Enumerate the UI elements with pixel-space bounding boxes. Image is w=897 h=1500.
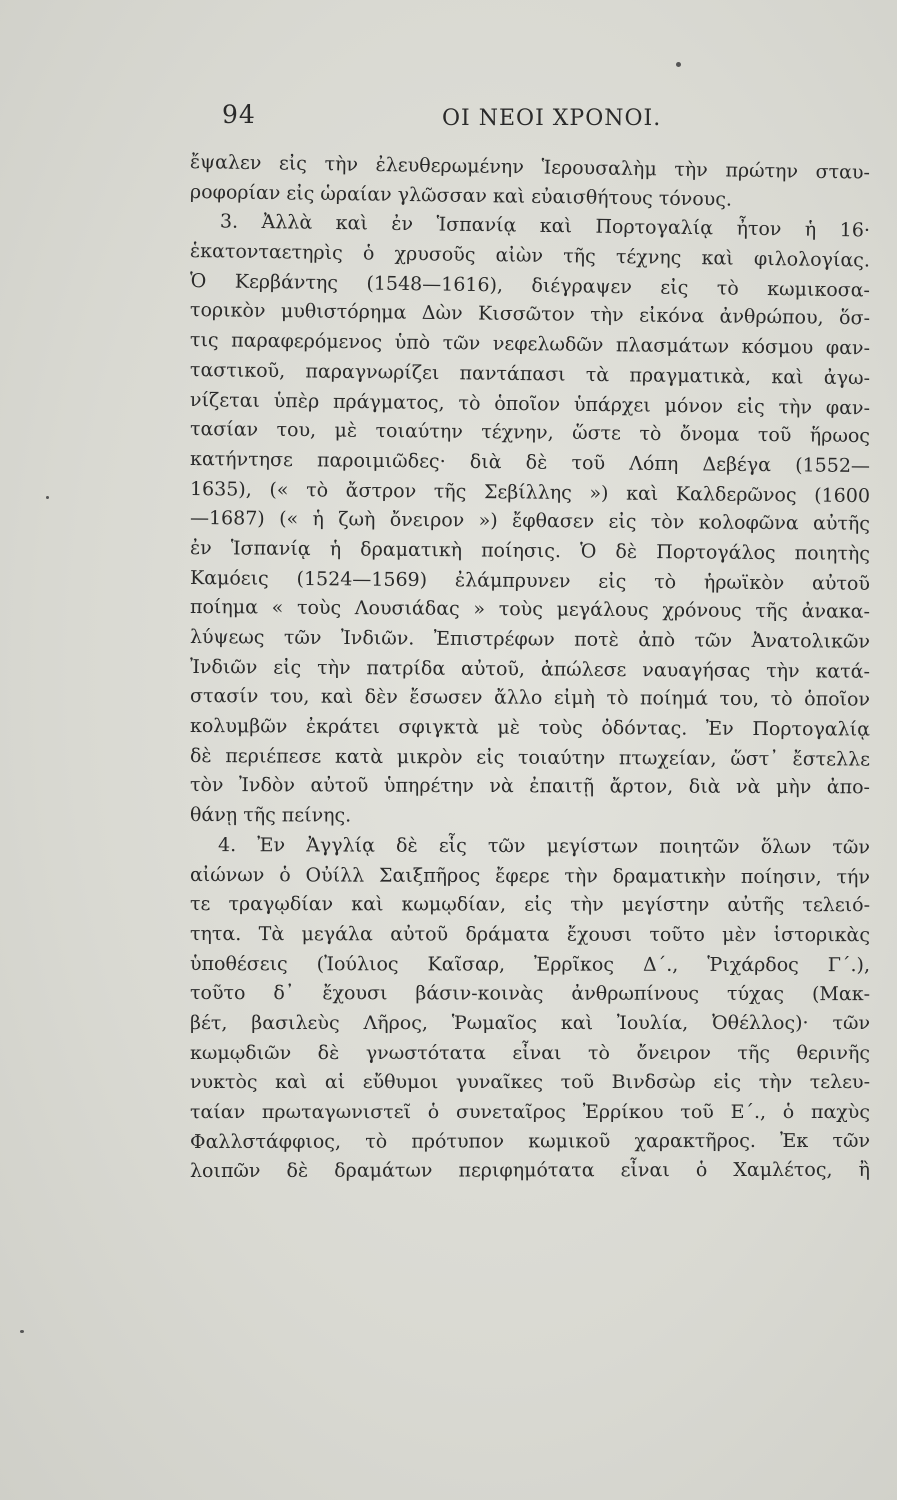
- ink-speck: [676, 62, 681, 67]
- text-line: —1687) (« ἡ ζωὴ ὄνειρον ») ἔφθασεν εἰς τὸν κολοφῶνα αὐτῆς: [189, 507, 871, 536]
- text-line: θάνῃ τῆς πείνης.: [189, 804, 352, 827]
- text-line: ταίαν πρωταγωνιστεῖ ὁ συνεταῖρος Ἐρρίκου τοῦ Ε΄., ὁ παχὺς: [190, 1101, 870, 1123]
- text-line: τὸν Ἰνδὸν αὐτοῦ ὑπηρέτην νὰ ἐπαιτῇ ἄρτον, διὰ νὰ μὴν ἀπο-: [189, 774, 871, 799]
- text-line: κατήντησε παροιμιῶδες· διὰ δὲ τοῦ Λόπη Δεβέγα (1552—: [189, 447, 871, 477]
- page-number: 94: [222, 100, 256, 129]
- text-line: ἐν Ἱσπανίᾳ ἡ δραματικὴ ποίησις. Ὁ δὲ Πορτογάλος ποιητὴς: [189, 536, 871, 565]
- text-line: ταστικοῦ, παραγνωρίζει παντάπασι τὰ πραγματικὰ, καὶ ἀγω-: [189, 358, 871, 390]
- text-line: νυκτὸς καὶ αἱ εὔθυμοι γυναῖκες τοῦ Βινδσὼρ εἰς τὴν τελευ-: [190, 1071, 870, 1094]
- text-line: βέτ, βασιλεὺς Λῆρος, Ῥωμαῖος καὶ Ἰουλία, Ὀθέλλος)· τῶν: [190, 1011, 870, 1034]
- text-line: 3. Ἀλλὰ καὶ ἐν Ἱσπανίᾳ καὶ Πορτογαλίᾳ ἦτον ἡ 16·: [219, 210, 871, 242]
- text-line: Καμόεις (1524—1569) ἐλάμπρυνεν εἰς τὸ ἡρωϊκὸν αὐτοῦ: [189, 566, 871, 595]
- text-line: Ἰνδιῶν εἰς τὴν πατρίδα αὐτοῦ, ἀπώλεσε ναυαγήσας τὴν κατά-: [189, 655, 871, 683]
- text-line: τοῦτο δ᾽ ἔχουσι βάσιν-κοινὰς ἀνθρωπίνους τύχας (Μακ-: [189, 982, 871, 1006]
- text-line: τις παραφερόμενος ὑπὸ τῶν νεφελωδῶν πλασμάτων κόσμου φαν-: [189, 329, 871, 360]
- ink-speck: [20, 1330, 24, 1333]
- text-line: Ὁ Κερβάντης (1548—1616), διέγραψεν εἰς τὸ κωμικοσα-: [189, 269, 871, 302]
- text-line: νίζεται ὑπὲρ πράγματος, τὸ ὁποῖον ὑπάρχει μόνον εἰς τὴν φαν-: [189, 388, 871, 419]
- text-line: ροφορίαν εἰς ὡραίαν γλῶσσαν καὶ εὐαισθήτους τόνους.: [189, 180, 733, 211]
- text-line: δὲ περιέπεσε κατὰ μικρὸν εἰς τοιαύτην πτωχείαν, ὥστ᾽ ἔστελλε: [189, 744, 871, 771]
- text-line: τητα. Τὰ μεγάλα αὐτοῦ δράματα ἔχουσι τοῦτο μὲν ἱστορικὰς: [189, 922, 871, 947]
- text-line: αἰώνων ὁ Οὐίλλ Σαιξπῆρος ἔφερε τὴν δραματικὴν ποίησιν, τήν: [189, 863, 871, 888]
- body-text: [190, 148, 870, 1187]
- text-line: κολυμβῶν ἐκράτει σφιγκτὰ μὲ τοὺς ὀδόντας. Ἐν Πορτογαλίᾳ: [189, 715, 871, 741]
- text-line: τασίαν του, μὲ τοιαύτην τέχνην, ὥστε τὸ ὄνομα τοῦ ἥρωος: [189, 418, 871, 448]
- running-header: [0, 100, 897, 140]
- text-line: 1635), (« τὸ ἄστρον τῆς Σεβίλλης ») καὶ Καλδερῶνος (1600: [189, 477, 871, 507]
- text-line: λύψεως τῶν Ἰνδιῶν. Ἐπιστρέφων ποτὲ ἀπὸ τῶν Ἀνατολικῶν: [189, 626, 871, 653]
- text-line: τε τραγῳδίαν καὶ κωμῳδίαν, εἰς τὴν μεγίστην αὐτῆς τελειό-: [189, 893, 871, 917]
- text-line: ἑκατονταετηρὶς ὁ χρυσοῦς αἰὼν τῆς τέχνης καὶ φιλολογίας.: [189, 240, 871, 272]
- text-line: ὑποθέσεις (Ἰούλιος Καῖσαρ, Ἐρρῖκος Δ΄., Ῥιχάρδος Γ΄.),: [189, 952, 871, 976]
- running-title: ΟΙ ΝΕΟΙ ΧΡΟΝΟΙ.: [442, 106, 662, 131]
- text-line: ποίημα « τοὺς Λουσιάδας » τοὺς μεγάλους χρόνους τῆς ἀνακα-: [189, 596, 871, 624]
- text-line: κωμῳδιῶν δὲ γνωστότατα εἶναι τὸ ὄνειρον τῆς θερινῆς: [190, 1041, 870, 1064]
- ink-speck: [46, 496, 49, 499]
- text-line: 4. Ἐν Ἀγγλίᾳ δὲ εἷς τῶν μεγίστων ποιητῶν ὅλων τῶν: [217, 833, 871, 859]
- text-line: Φαλλστάφφιος, τὸ πρότυπον κωμικοῦ χαρακτῆρος. Ἐκ τῶν: [189, 1129, 871, 1153]
- text-line: στασίν του, καὶ δὲν ἔσωσεν ἄλλο εἰμὴ τὸ ποίημά του, τὸ ὁποῖον: [189, 685, 871, 711]
- text-line: ἔψαλεν εἰς τὴν ἐλευθερωμένην Ἱερουσαλὴμ τὴν πρώτην σταυ-: [189, 151, 871, 184]
- text-line: λοιπῶν δὲ δραμάτων περιφημότατα εἶναι ὁ Χαμλέτος, ἢ: [189, 1159, 871, 1183]
- text-line: τορικὸν μυθιστόρημα Δὼν Κισσῶτον τὴν εἰκόνα ἀνθρώπου, ὅσ-: [189, 299, 871, 330]
